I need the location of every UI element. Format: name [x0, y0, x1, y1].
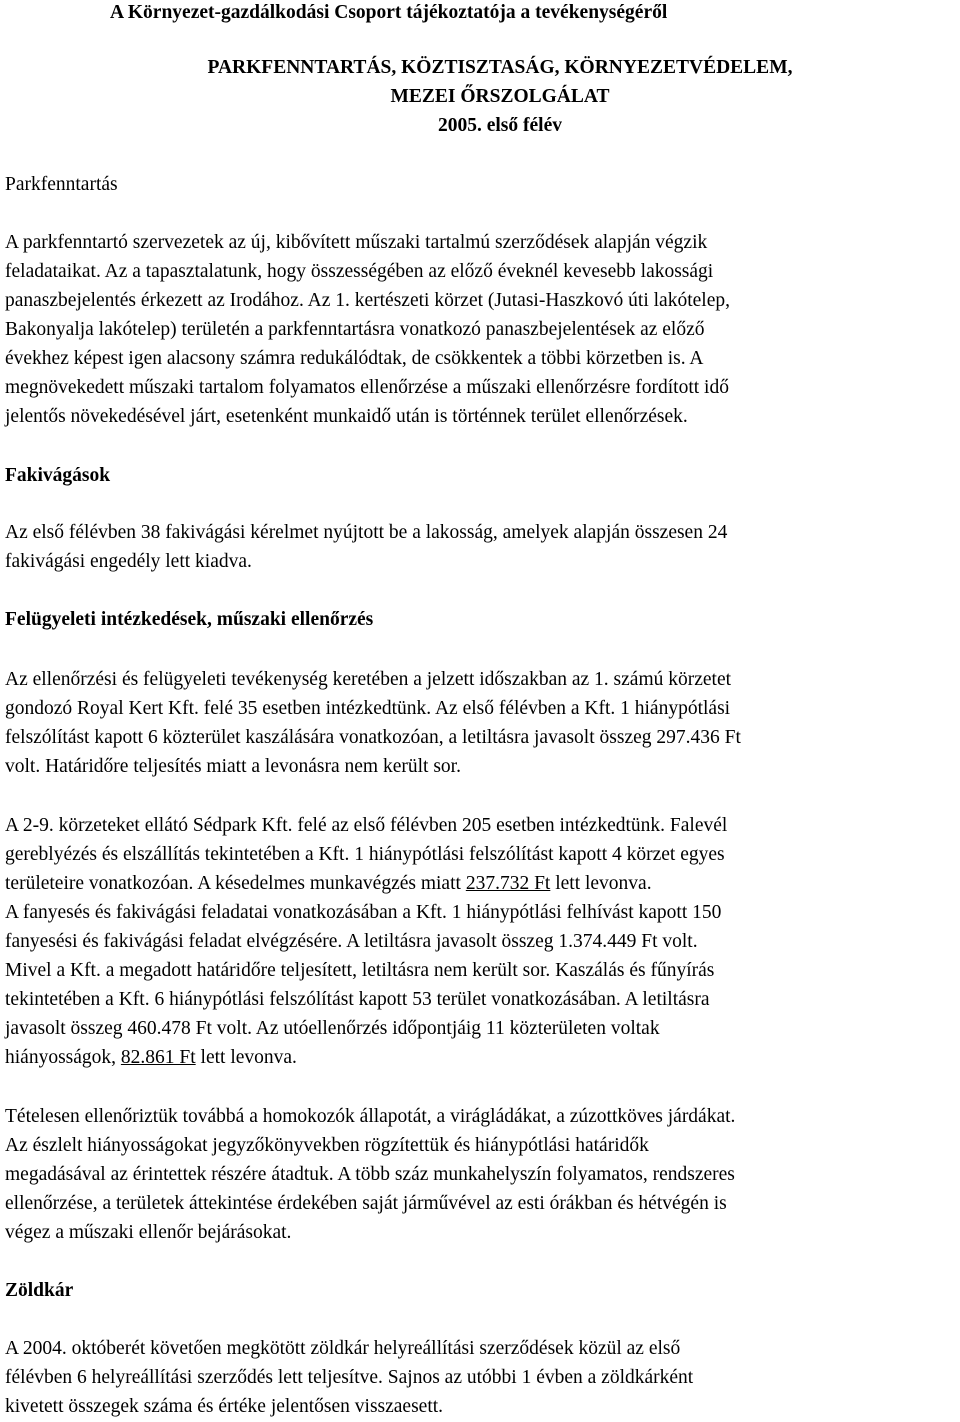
document-title: A Környezet-gazdálkodási Csoport tájékoztatója a tevékenységéről [110, 2, 668, 23]
subtitle-line-3: 2005. első félév [437, 115, 562, 136]
section-heading-zoldkar: Zöldkár [5, 1280, 74, 1301]
line-text: lett levonva. [550, 873, 652, 894]
paragraph-line: gereblyézés és elszállítás tekintetében a Kft. 1 hiánypótlási felszólítást kapott 4 körzet egyes [5, 844, 725, 865]
paragraph-line: javasolt összeg 460.478 Ft volt. Az utóellenőrzés időpontjáig 11 közterületen voltak [5, 1018, 660, 1039]
paragraph-line [5, 871, 652, 897]
paragraph-line: Az ellenőrzési és felügyeleti tevékenység keretében a jelzett időszakban az 1. számú körzetet [5, 669, 732, 690]
deducted-amount: 237.732 Ft [465, 873, 551, 894]
paragraph-line: gondozó Royal Kert Kft. felé 35 esetben intézkedtünk. Az első félévben a Kft. 1 hiánypótlási [5, 698, 731, 719]
paragraph-line: Mivel a Kft. a megadott határidőre teljesített, letiltásra nem került sor. Kaszálás és fűnyírás [5, 960, 715, 981]
paragraph-line: évekhez képest igen alacsony számra redukálódtak, de csökkentek a többi körzetben is. A [5, 348, 704, 369]
paragraph-line: A 2-9. körzeteket ellátó Sédpark Kft. felé az első félévben 205 esetben intézkedtünk. Falevél [5, 815, 728, 836]
paragraph-line: A 2004. októberét követően megkötött zöldkár helyreállítási szerződések közül az első [5, 1338, 681, 1359]
section-heading-parkfenntartas: Parkfenntartás [5, 174, 118, 195]
subtitle-line-1: PARKFENNTARTÁS, KÖZTISZTASÁG, KÖRNYEZETVÉDELEM, [207, 57, 793, 78]
line-text: területeire vonatkozóan. A késedelmes munkavégzés miatt [5, 873, 466, 894]
paragraph-line: félévben 6 helyreállítási szerződés lett teljesítve. Sajnos az utóbbi 1 évben a zöldkárként [5, 1367, 694, 1388]
paragraph-line: volt. Határidőre teljesítés miatt a levonásra nem került sor. [5, 756, 461, 777]
paragraph-line: A parkfenntartó szervezetek az új, kibővített műszaki tartalmú szerződések alapján végzik [5, 232, 708, 253]
paragraph-line: végez a műszaki ellenőr bejárásokat. [5, 1222, 292, 1243]
subtitle-line-2: MEZEI ŐRSZOLGÁLAT [390, 86, 610, 107]
paragraph-line: feladataikat. Az a tapasztalatunk, hogy összességében az előző éveknél kevesebb lakossági [5, 261, 714, 282]
paragraph-line: Bakonyalja lakótelep) területén a parkfenntartásra vonatkozó panaszbejelentések az előző [5, 319, 705, 340]
paragraph-line: kivetett összegek száma és értéke jelentősen visszaesett. [5, 1396, 444, 1417]
section-heading-felugyeleti: Felügyeleti intézkedések, műszaki ellenőrzés [5, 609, 374, 630]
paragraph-line: Tételesen ellenőriztük továbbá a homokozók állapotát, a virágládákat, a zúzottköves járdákat. [5, 1106, 736, 1127]
paragraph-line: Az első félévben 38 fakivágási kérelmet nyújtott be a lakosság, amelyek alapján összesen 24 [5, 522, 728, 543]
paragraph-line: fakivágási engedély lett kiadva. [5, 551, 252, 572]
line-text: hiányosságok, [5, 1047, 121, 1068]
paragraph-line [5, 1045, 297, 1071]
paragraph-line: A fanyesés és fakivágási feladatai vonatkozásában a Kft. 1 hiánypótlási felhívást kapott 150 [5, 902, 722, 923]
paragraph-line: felszólítást kapott 6 közterület kaszálására vonatkozóan, a letiltásra javasolt összeg 297.436 Ft [5, 727, 741, 748]
paragraph-line: megadásával az érintettek részére átadtuk. A több száz munkahelyszín folyamatos, rendszeres [5, 1164, 735, 1185]
paragraph-line: jelentős növekedésével járt, esetenként munkaidő után is történnek terület ellenőrzések. [5, 406, 688, 427]
section-heading-fakivagasok: Fakivágások [5, 465, 111, 486]
paragraph-line: fanyesési és fakivágási feladat elvégzésére. A letiltásra javasolt összeg 1.374.449 Ft volt. [5, 931, 698, 952]
paragraph-line: Az észlelt hiányosságokat jegyzőkönyvekben rögzítettük és hiánypótlási határidők [5, 1135, 649, 1156]
paragraph-line: panaszbejelentés érkezett az Irodához. Az 1. kertészeti körzet (Jutasi-Haszkovó úti lakótelep, [5, 290, 730, 311]
line-text: lett levonva. [195, 1047, 297, 1068]
paragraph-line: ellenőrzése, a területek áttekintése érdekében saját járművével az esti órákban és hétvégén is [5, 1193, 727, 1214]
paragraph-line: megnövekedett műszaki tartalom folyamatos ellenőrzése a műszaki ellenőrzésre fordított idő [5, 377, 729, 398]
paragraph-line: tekintetében a Kft. 6 hiánypótlási felszólítást kapott 53 terület vonatkozásában. A letiltásra [5, 989, 710, 1010]
deducted-amount: 82.861 Ft [120, 1047, 196, 1068]
